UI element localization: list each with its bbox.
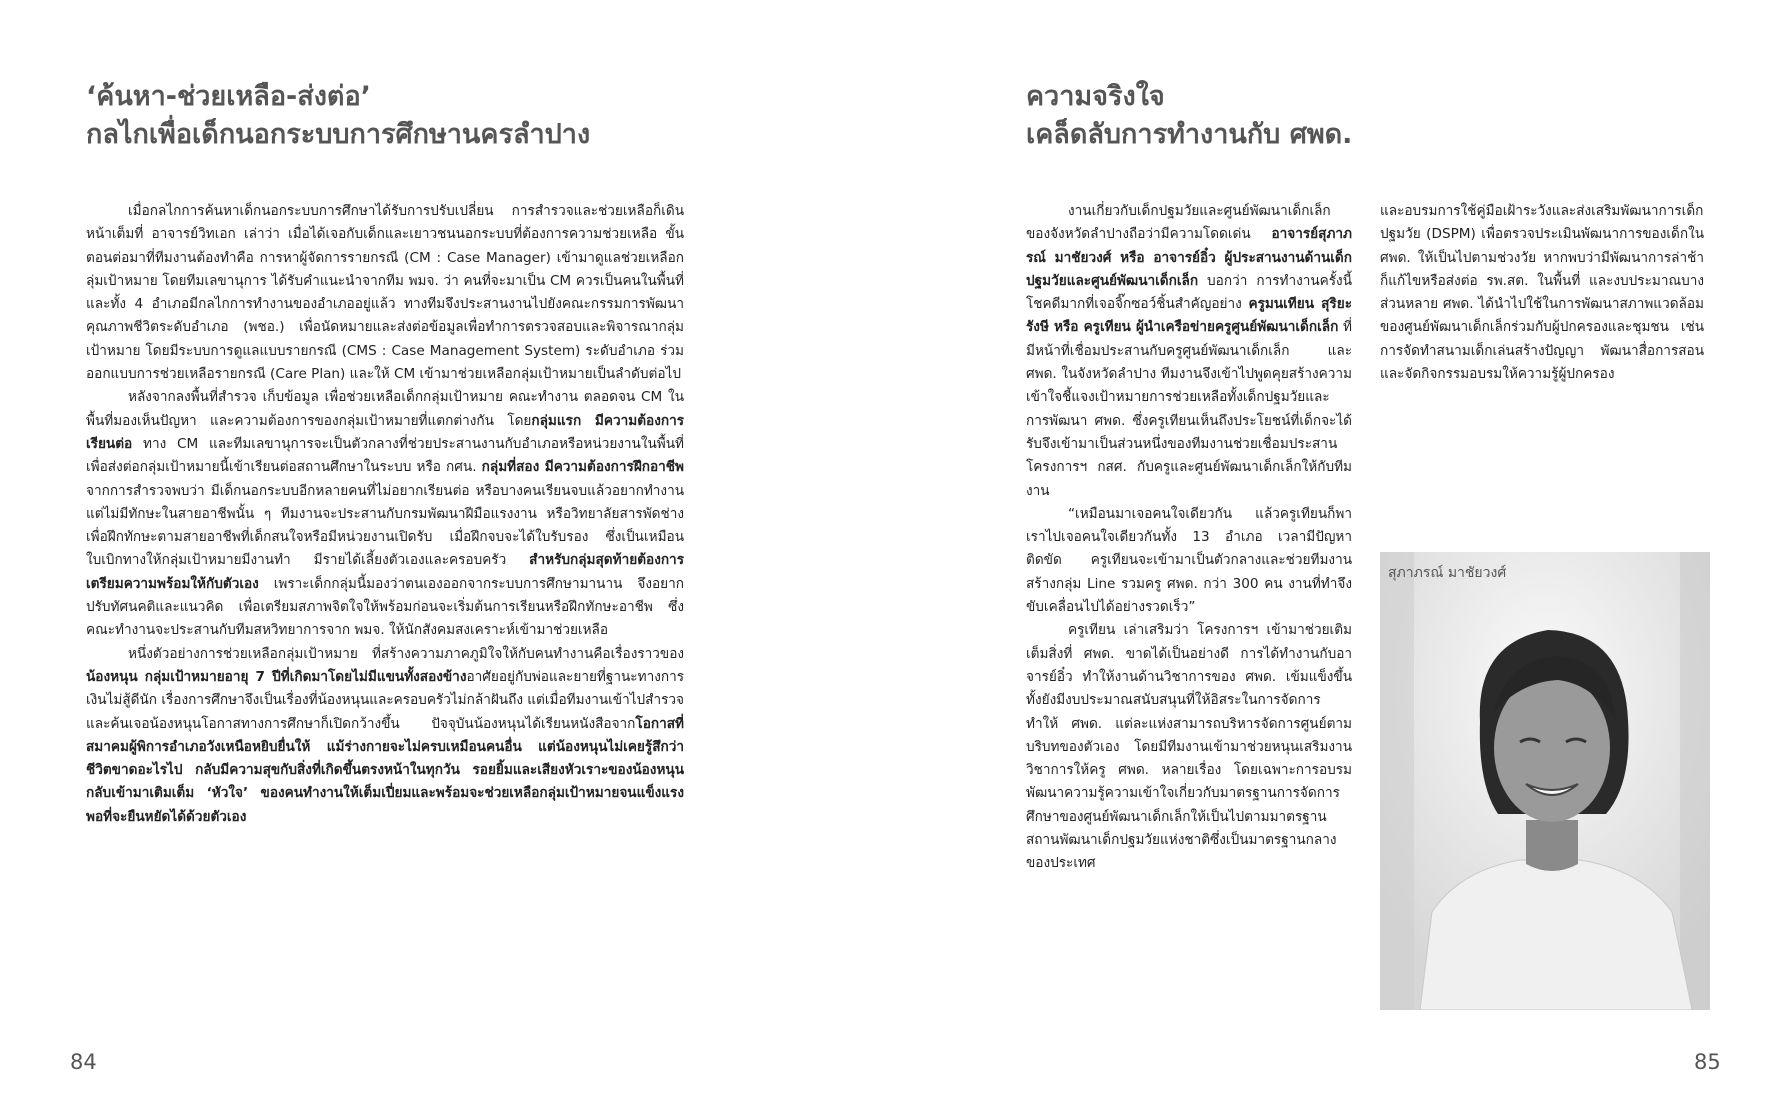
right-page-number: 85 [1694, 1050, 1721, 1074]
text-span: ทาง CM และทีมเลขานุการจะเป็นตัวกลางที่ช่วยประสานงานกับอำเภอหรือหน่วยงานในพื้นที่เพื่อส่งต่อกลุ่มเป้าหมายนี้เข้าเรียนต่อสถานศึกษาในระบบ หรือ กศน. [86, 435, 684, 476]
text-span: บอกว่า การทำงานครั้งนี้โชคดีมากที่เจอจิ๊กซอว์ชิ้นสำคัญอย่าง [1026, 272, 1352, 313]
portrait-photo [1380, 552, 1710, 1010]
left-title-line-2: กลไกเพื่อเด็กนอกระบบการศึกษานครลำปาง [86, 119, 591, 150]
right-page [892, 0, 1785, 1105]
right-title-line-2: เคล็ดลับการทำงานกับ ศพด. [1026, 119, 1353, 150]
right-paragraph-1 [1026, 200, 1352, 503]
right-paragraph-3: ครูเทียน เล่าเสริมว่า โครงการฯ เข้ามาช่วยเติมเต็มสิ่งที่ ศพด. ขาดได้เป็นอย่างดี การได้ทำงานกับอาจารย์อิ๋ว ทำให้งานด้านวิชาการของ ศพด. เข้มแข็งขึ้น ทั้งยังมีงบประมาณสนับสนุนที่ให้อิสระในการจัดการ ทำให้ ศพด. แต่ละแห่งสามารถบริหารจัดการศูนย์ตามบริบทของตัวเอง โดยมีทีมงานเข้ามาช่วยหนุนเสริมงานวิชาการให้ครู ศพด. หลายเรื่อง โดยเฉพาะการอบรมพัฒนาความรู้ความเข้าใจเกี่ยวกับมาตรฐานการจัดการศึกษาของศูนย์พัฒนาเด็กเล็กให้เป็นไปตามมาตรฐานสถานพัฒนาเด็กปฐมวัยแห่งชาติซึ่งเป็นมาตรฐานกลางของประเทศ [1026, 622, 1352, 872]
left-paragraph-2 [86, 386, 684, 642]
text-span: ที่มีหน้าที่เชื่อมประสานกับครูศูนย์พัฒนาเด็กเล็ก และ ศพด. ในจังหวัดลำปาง ทีมงานจึงเข้าไปพูดคุยสร้างความเข้าใจชี้แจงเป้าหมายการช่วยเหลือทั้งเด็กปฐมวัยและการพัฒนา ศพด. ซึ่งครูเทียนเห็นถึงประโยชน์ที่เด็กจะได้รับจึงเข้ามาเป็นส่วนหนึ่งของทีมงานช่วยเชื่อมประสานโครงการฯ กสศ. กับครูและศูนย์พัฒนาเด็กเล็กให้กับทีมงาน [1026, 319, 1352, 499]
left-page-number: 84 [70, 1050, 97, 1074]
bold-span: กลุ่มแรก มีความต้องการเรียนต่อ [86, 412, 684, 452]
text-span: หลังจากลงพื้นที่สำรวจ เก็บข้อมูล เพื่อช่วยเหลือเด็กกลุ่มเป้าหมาย คณะทำงาน ตลอดจน CM ในพื้นที่มองเห็นปัญหา และความต้องการของกลุ่มเป้าหมายที่แตกต่างกัน โดย [86, 389, 684, 429]
photo-caption: สุภาภรณ์ มาชัยวงศ์ [1388, 565, 1507, 581]
left-page-title [86, 78, 590, 154]
text-span: งานเกี่ยวกับเด็กปฐมวัยและศูนย์พัฒนาเด็กเล็กของจังหวัดลำปางถือว่ามีความโดดเด่น [1026, 203, 1331, 243]
left-body-column [86, 200, 684, 829]
text-span: เพราะเด็กกลุ่มนี้มองว่าตนเองออกจากระบบการศึกษามานาน จึงอยากปรับทัศนคติและแนวคิด เพื่อเตรียมสภาพจิตใจให้พร้อมก่อนจะเริ่มต้นการเรียนหรือฝึกทักษะอาชีพ ซึ่งคณะทำงานจะประสานกับทีมสหวิทยาการจาก พมจ. ให้นักสังคมสงเคราะห์เข้ามาช่วยเหลือ [86, 575, 684, 639]
left-paragraph-3 [86, 643, 684, 829]
portrait-illustration [1380, 552, 1710, 1010]
left-title-line-1: ‘ค้นหา-ช่วยเหลือ-ส่งต่อ’ [86, 81, 371, 112]
right-body-column-2 [1380, 200, 1704, 386]
bold-span: ครูมนเทียน สุริยะรังษี หรือ ครูเทียน ผู้นำเครือข่ายครูศูนย์พัฒนาเด็กเล็ก [1026, 296, 1352, 336]
right-page-title [1026, 78, 1352, 154]
bold-span: สำหรับกลุ่มสุดท้ายต้องการเตรียมความพร้อมให้กับตัวเอง [86, 552, 684, 592]
bold-span: กลุ่มที่สอง มีความต้องการฝึกอาชีพ [481, 459, 684, 476]
left-page [0, 0, 892, 1105]
bold-span: น้องหนุน กลุ่มเป้าหมายอายุ 7 ปีที่เกิดมาโดยไม่มีแขนทั้งสองข้าง [86, 668, 467, 685]
bold-span: อาจารย์สุภาภรณ์ มาชัยวงศ์ หรือ อาจารย์อิ๋ว ผู้ประสานงานด้านเด็กปฐมวัยและศูนย์พัฒนาเด็กเล็ก [1026, 226, 1352, 289]
right-column-2-paragraph: และอบรมการใช้คู่มือเฝ้าระวังและส่งเสริมพัฒนาการเด็กปฐมวัย (DSPM) เพื่อตรวจประเมินพัฒนาการของเด็กใน ศพด. ให้เป็นไปตามช่วงวัย หากพบว่ามีพัฒนาการล่าช้าก็แก้ไขหรือส่งต่อ รพ.สต. ในพื้นที่ และงบประมาณบางส่วนหลาย ศพด. ได้นำไปใช้ในการพัฒนาสภาพแวดล้อมของศูนย์พัฒนาเด็กเล็กร่วมกับผู้ปกครองและชุมชน เช่น การจัดทำสนามเด็กเล่นสร้างปัญญา พัฒนาสื่อการสอน และจัดกิจกรรมอบรมให้ความรู้ผู้ปกครอง [1380, 203, 1704, 383]
text-span: อาศัยอยู่กับพ่อและยายที่ฐานะทางการเงินไม่สู้ดีนัก เรื่องการศึกษาจึงเป็นเรื่องที่น้องหนุนและครอบครัวไม่กล้าฝันถึง แต่เมื่อทีมงานเข้าไปสำรวจและค้นเจอน้องหนุนโอกาสทางการศึกษาก็เปิดกว้างขึ้น ปัจจุบันน้องหนุนได้เรียนหนังสือจาก [86, 668, 684, 732]
right-title-line-1: ความจริงใจ [1026, 81, 1165, 112]
text-span: หนึ่งตัวอย่างการช่วยเหลือกลุ่มเป้าหมาย ที่สร้างความภาคภูมิใจให้กับคนทำงานคือเรื่องราวของ [128, 645, 684, 662]
right-body-column-1 [1026, 200, 1352, 876]
text-span: จากการสำรวจพบว่า มีเด็กนอกระบบอีกหลายคนที่ไม่อยากเรียนต่อ หรือบางคนเรียนจบแล้วอยากทำงาน แต่ไม่มีทักษะในสายอาชีพนั้น ๆ ทีมงานจะประสานกับกรมพัฒนาฝีมือแรงงาน หรือวิทยาลัยสารพัดช่าง เพื่อฝึกทักษะตามสายอาชีพที่เด็กสนใจหรือมีหน่วยงานเปิดรับ เมื่อฝึกจบจะได้ใบรับรอง ซึ่งเป็นเหมือนใบเบิกทางให้กลุ่มเป้าหมายมีงานทำ มีรายได้เลี้ยงตัวเองและครอบครัว [86, 482, 684, 569]
bold-span: โอกาสที่สมาคมผู้พิการอำเภอวังเหนือหยิบยื่นให้ แม้ร่างกายจะไม่ครบเหมือนคนอื่น แต่น้องหนุนไม่เคยรู้สึกว่าชีวิตขาดอะไรไป กลับมีความสุขกับสิ่งที่เกิดขึ้นตรงหน้าในทุกวัน รอยยิ้มและเสียงหัวเราะของน้องหนุนกลับเข้ามาเติมเต็ม ‘หัวใจ’ ของคนทำงานให้เต็มเปี่ยมและพร้อมจะช่วยเหลือกลุ่มเป้าหมายจนแข็งแรงพอที่จะยืนหยัดได้ด้วยตัวเอง [86, 715, 684, 825]
left-paragraph-1: เมื่อกลไกการค้นหาเด็กนอกระบบการศึกษาได้รับการปรับเปลี่ยน การสำรวจและช่วยเหลือก็เดินหน้าเต็มที่ อาจารย์วิทเอก เล่าว่า เมื่อได้เจอกับเด็กและเยาวชนนอกระบบที่ต้องการความช่วยเหลือ ขั้นตอนต่อมาที่ทีมงานต้องทำคือ การหาผู้จัดการรายกรณี (CM : Case Manager) เข้ามาดูแลช่วยเหลือกลุ่มเป้าหมาย โดยทีมเลขานุการ ได้รับคำแนะนำจากทีม พมจ. ว่า คนที่จะมาเป็น CM ควรเป็นคนในพื้นที่ และทั้ง 4 อำเภอมีกลไกการทำงานของอำเภออยู่แล้ว ทางทีมจึงประสานงานไปยังคณะกรรมการพัฒนาคุณภาพชีวิตระดับอำเภอ (พชอ.) เพื่อนัดหมายและส่งต่อข้อมูลเพื่อทำการตรวจสอบและพิจารณากลุ่มเป้าหมาย โดยมีระบบการดูแลแบบรายกรณี (CMS : Case Management System) ระดับอำเภอ ร่วมออกแบบการช่วยเหลือรายกรณี (Care Plan) และให้ CM เข้ามาช่วยเหลือกลุ่มเป้าหมายเป็นลำดับต่อไป [86, 203, 684, 383]
right-quote-paragraph: “เหมือนมาเจอคนใจเดียวกัน แล้วครูเทียนก็พาเราไปเจอคนใจเดียวกันทั้ง 13 อำเภอ เวลามีปัญหาติดขัด ครูเทียนจะเข้ามาเป็นตัวกลางและช่วยทีมงานสร้างกลุ่ม Line รวมครู ศพด. กว่า 300 คน งานที่ทำจึงขับเคลื่อนไปได้อย่างรวดเร็ว” [1026, 505, 1352, 616]
